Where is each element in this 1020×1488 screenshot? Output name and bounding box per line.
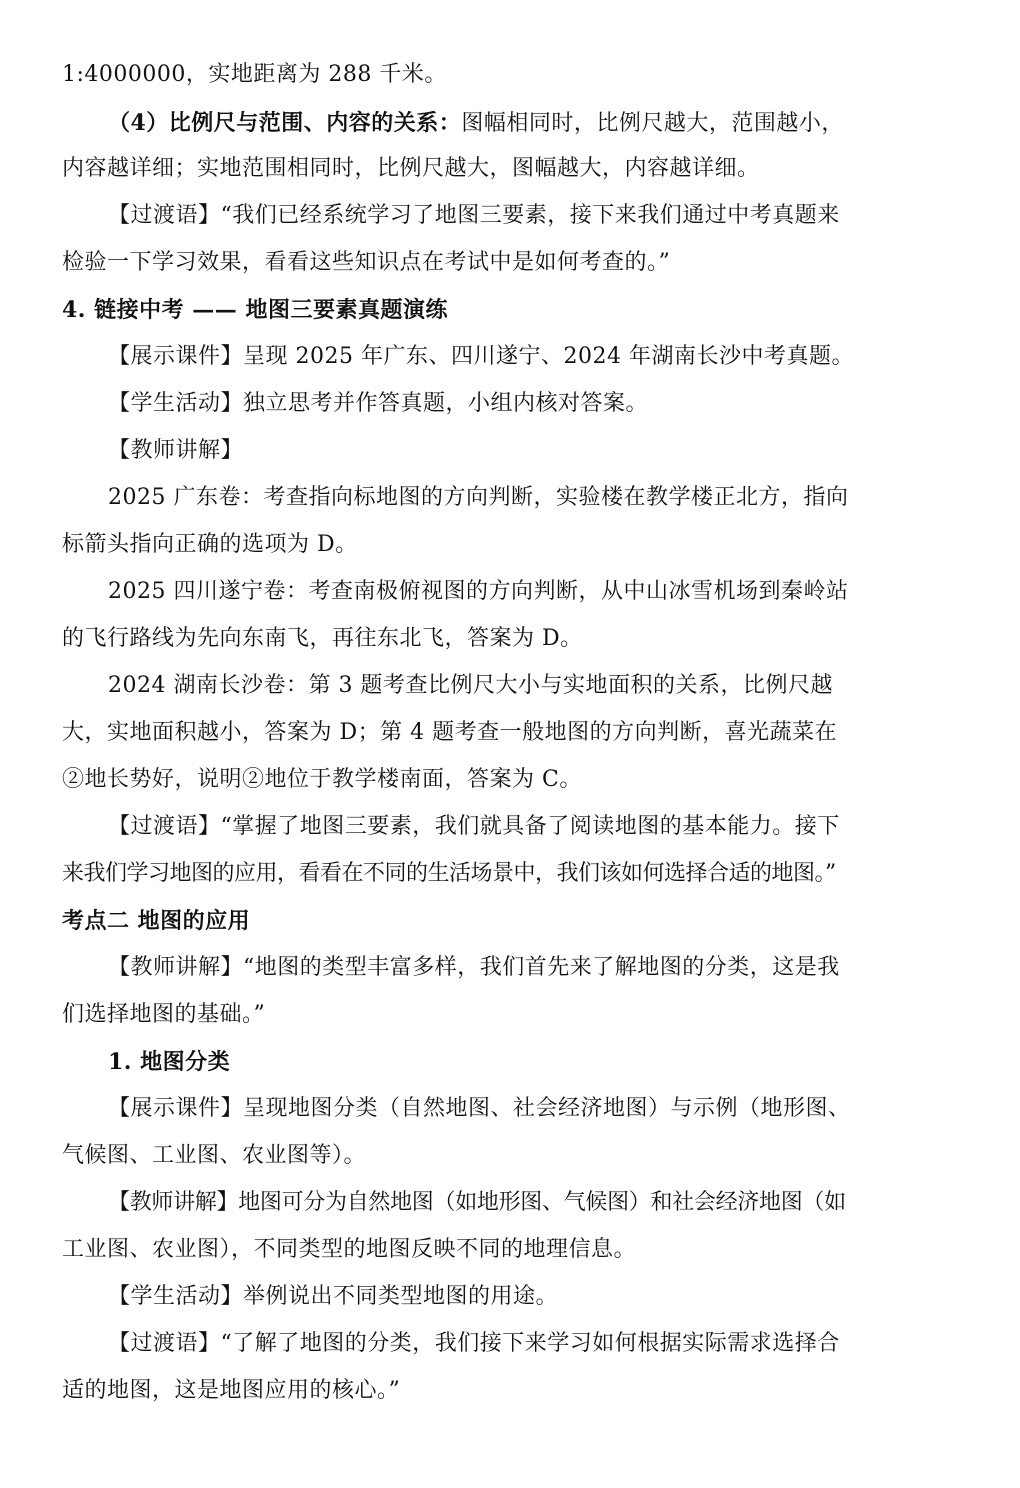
text-line: 2025 广东卷：考查指向标地图的方向判断，实验楼在教学楼正北方，指向: [108, 485, 849, 510]
text-line: 【过渡语】“掌握了地图三要素，我们就具备了阅读地图的基本能力。接下: [108, 814, 840, 839]
text-line: 检验一下学习效果，看看这些知识点在考试中是如何考查的。”: [62, 250, 671, 275]
text-line: 工业图、农业图），不同类型的地图反映不同的地理信息。: [62, 1237, 637, 1262]
text-line: 1:4000000，实地距离为 288 千米。: [62, 62, 447, 87]
text-line: 适的地图，这是地图应用的核心。”: [62, 1378, 401, 1403]
text-line: 【教师讲解】: [108, 438, 244, 463]
section-heading: 4. 链接中考 —— 地图三要素真题演练: [62, 297, 448, 323]
section-heading: 考点二 地图的应用: [62, 908, 251, 934]
text-line: 【展示课件】呈现 2025 年广东、四川遂宁、2024 年湖南长沙中考真题。: [108, 344, 854, 369]
text-line: 来我们学习地图的应用，看看在不同的生活场景中，我们该如何选择合适的地图。”: [62, 861, 836, 886]
text-line: 内容越详细；实地范围相同时，比例尺越大，图幅越大，内容越详细。: [62, 156, 760, 181]
text-line: ②地长势好，说明②地位于教学楼南面，答案为 C。: [62, 767, 582, 792]
text-line: 2024 湖南长沙卷：第 3 题考查比例尺大小与实地面积的关系，比例尺越: [108, 673, 833, 698]
text-line: 【教师讲解】地图可分为自然地图（如地形图、气候图）和社会经济地图（如: [108, 1190, 846, 1215]
subsection-heading: 1. 地图分类: [108, 1049, 231, 1075]
text-line: 大，实地面积越小，答案为 D；第 4 题考查一般地图的方向判断，喜光蔬菜在: [62, 720, 838, 745]
text-line: 们选择地图的基础。”: [62, 1002, 266, 1027]
text-line: 2025 四川遂宁卷：考查南极俯视图的方向判断，从中山冰雪机场到秦岭站: [108, 579, 849, 604]
subheading: （4）比例尺与范围、内容的关系：: [108, 110, 462, 136]
text-line: 【学生活动】独立思考并作答真题，小组内核对答案。: [108, 391, 649, 416]
text-line: 标箭头指向正确的选项为 D。: [62, 532, 358, 557]
text-line: [108, 108, 920, 138]
text-span: 图幅相同时，比例尺越大，范围越小，: [461, 111, 844, 136]
text-line: 的飞行路线为先向东南飞，再往东北飞，答案为 D。: [62, 626, 583, 651]
text-line: 【学生活动】举例说出不同类型地图的用途。: [108, 1284, 559, 1309]
text-line: 【过渡语】“了解了地图的分类，我们接下来学习如何根据实际需求选择合: [108, 1331, 840, 1356]
text-line: 气候图、工业图、农业图等）。: [62, 1143, 367, 1168]
text-line: 【教师讲解】“地图的类型丰富多样，我们首先来了解地图的分类，这是我: [108, 955, 840, 980]
text-line: 【展示课件】呈现地图分类（自然地图、社会经济地图）与示例（地形图、: [108, 1096, 851, 1121]
text-line: 【过渡语】“我们已经系统学习了地图三要素，接下来我们通过中考真题来: [108, 203, 840, 228]
